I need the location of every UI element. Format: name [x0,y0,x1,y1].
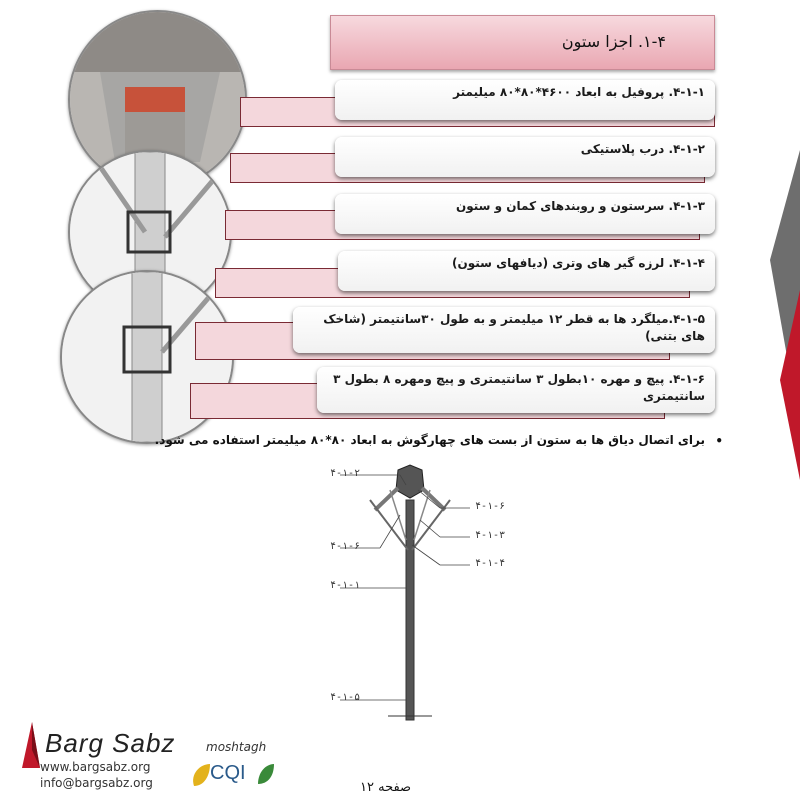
section-title-box [330,15,715,70]
diagram-label: ۴-۱-۱ [330,580,361,591]
item-5: ۴-۱-۵.میلگرد ها به قطر ۱۲ میلیمتر و به طول ۳۰سانتیمتر (شاخک های بتنی) [293,307,715,353]
diagram-label: ۴-۱-۴ [475,558,506,569]
page-number: صفحه ۱۲ [360,780,412,795]
bullet-dot: • [715,434,723,448]
email-link[interactable]: info@bargsabz.org [40,776,153,790]
decorative-chevron [760,150,800,480]
website-link[interactable]: www.bargsabz.org [40,760,151,774]
cqi-leaf-icon [190,762,212,788]
item-1: ۴-۱-۱. پروفیل به ابعاد ۴۶۰۰*۸۰*۸۰ میلیمتر [335,80,715,120]
section-title: ۱-۴. اجزا ستون [561,32,666,51]
diagram-label: ۴-۱-۶ [475,501,506,512]
brand-name: Barg Sabz [45,728,176,758]
item-3: ۴-۱-۳. سرستون و روبندهای کمان و ستون [335,194,715,234]
diagram-label: ۴-۱-۶ [330,541,361,552]
bullet-text: • برای اتصال دیاق ها به ستون از بست های چهارگوش به ابعاد ۸۰*۸۰ میلیمتر استفاده می شود. [154,433,723,448]
item-2: ۴-۱-۲. درب پلاستیکی [335,137,715,177]
diagram-label: ۴-۱-۳ [475,530,506,541]
cqi-logo: CQI [210,762,246,784]
diagram-label: ۴-۱-۲ [330,468,361,479]
item-6: ۴-۱-۶. پیچ و مهره ۱۰بطول ۳ سانتیمتری و پیچ ومهره ۸ بطول ۳ سانتیمتری [317,367,715,413]
cqi-leaf-icon-green [256,762,276,786]
diagram-label: ۴-۱-۵ [330,692,361,703]
item-4: ۴-۱-۴. لرزه گیر های وتری (دیافهای ستون) [338,251,715,291]
brand-subtitle: moshtagh [206,740,267,754]
